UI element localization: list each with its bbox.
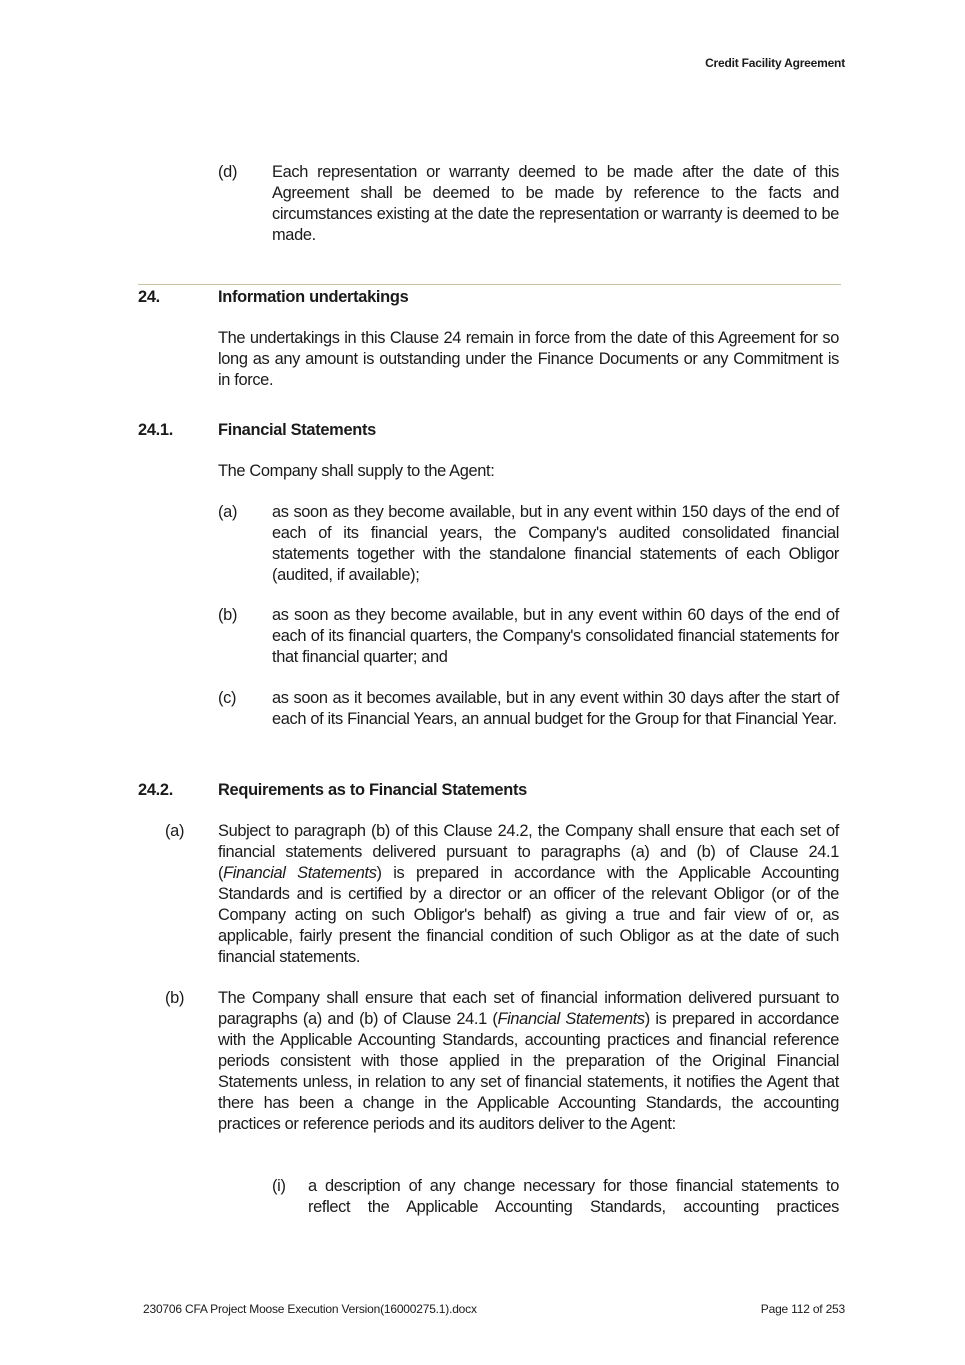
item-marker: (a) [218,503,238,521]
clause-24-2-number: 24.2. [138,781,173,799]
footer-filename: 230706 CFA Project Moose Execution Version(16000275.1).docx [143,1302,477,1316]
clause-24-1-title: Financial Statements [218,421,376,439]
running-header: Credit Facility Agreement [705,56,845,70]
clause-24-intro: The undertakings in this Clause 24 remain in force from the date of this Agreement for so long as any amount is outstanding under the Finance Documents or any Commitment is in force. [218,329,839,389]
item-marker: (b) [165,989,185,1007]
item-marker: (a) [165,822,185,840]
clause-24-1-item-a: as soon as they become available, but in any event within 150 days of the end of each of its financial years, the Company's audited consolidated financial statements together with the standalone financial statements of each Obligor (audited, if available); [272,503,839,584]
clause-24-1-number: 24.1. [138,421,173,439]
clause-24-1-item-b: as soon as they become available, but in any event within 60 days of the end of each of its financial quarters, the Company's consolidated financial statements for that financial quarter; and [272,606,839,666]
clause-24-1-item-c: as soon as it becomes available, but in any event within 30 days after the start of each of its Financial Years, an annual budget for the Group for that Financial Year. [272,689,839,728]
item-marker: (d) [218,163,238,181]
item-marker: (b) [218,606,238,624]
clause-24-2-title: Requirements as to Financial Statements [218,781,527,799]
item-marker: (c) [218,689,237,707]
clause-24-number: 24. [138,288,160,306]
footer-page-number: Page 112 of 253 [760,1302,845,1316]
clause-24-title: Information undertakings [218,288,409,306]
sub-item-marker: (i) [272,1177,286,1195]
clause-24-1-intro: The Company shall supply to the Agent: [218,462,495,480]
paragraph-23-d: Each representation or warranty deemed to be made after the date of this Agreement shall be deemed to be made by reference to the facts and circumstances existing at the date the representation or warranty is deemed to be made. [272,163,839,244]
clause-24-2-item-a: Subject to paragraph (b) of this Clause 24.2, the Company shall ensure that each set of financial statements delivered pursuant to paragraphs (a) and (b) of Clause 24.1 (Financial Statements) is prepared in accordance with the Applicable Accounting Standards and is certified by a director or an officer of the relevant Obligor (or of the Company acting on such Obligor's behalf) as giving a true and fair view of or, as applicable, fairly present the financial condition of such Obligor as at the date of such financial statements. [218,822,839,966]
section-divider [138,284,841,285]
clause-24-2-item-b: The Company shall ensure that each set of financial information delivered pursuant to paragraphs (a) and (b) of Clause 24.1 (Financial Statements) is prepared in accordance with the Applicable Accounting Standards, accounting practices and financial reference periods consistent with those applied in the preparation of the Original Financial Statements unless, in relation to any set of financial statements, it notifies the Agent that there has been a change in the Applicable Accounting Standards, the accounting practices or reference periods and its auditors deliver to the Agent: [218,989,839,1133]
clause-24-2-sub-item-i: a description of any change necessary for those financial statements to reflect the Applicable Accounting Standards, accounting practices [308,1177,839,1216]
